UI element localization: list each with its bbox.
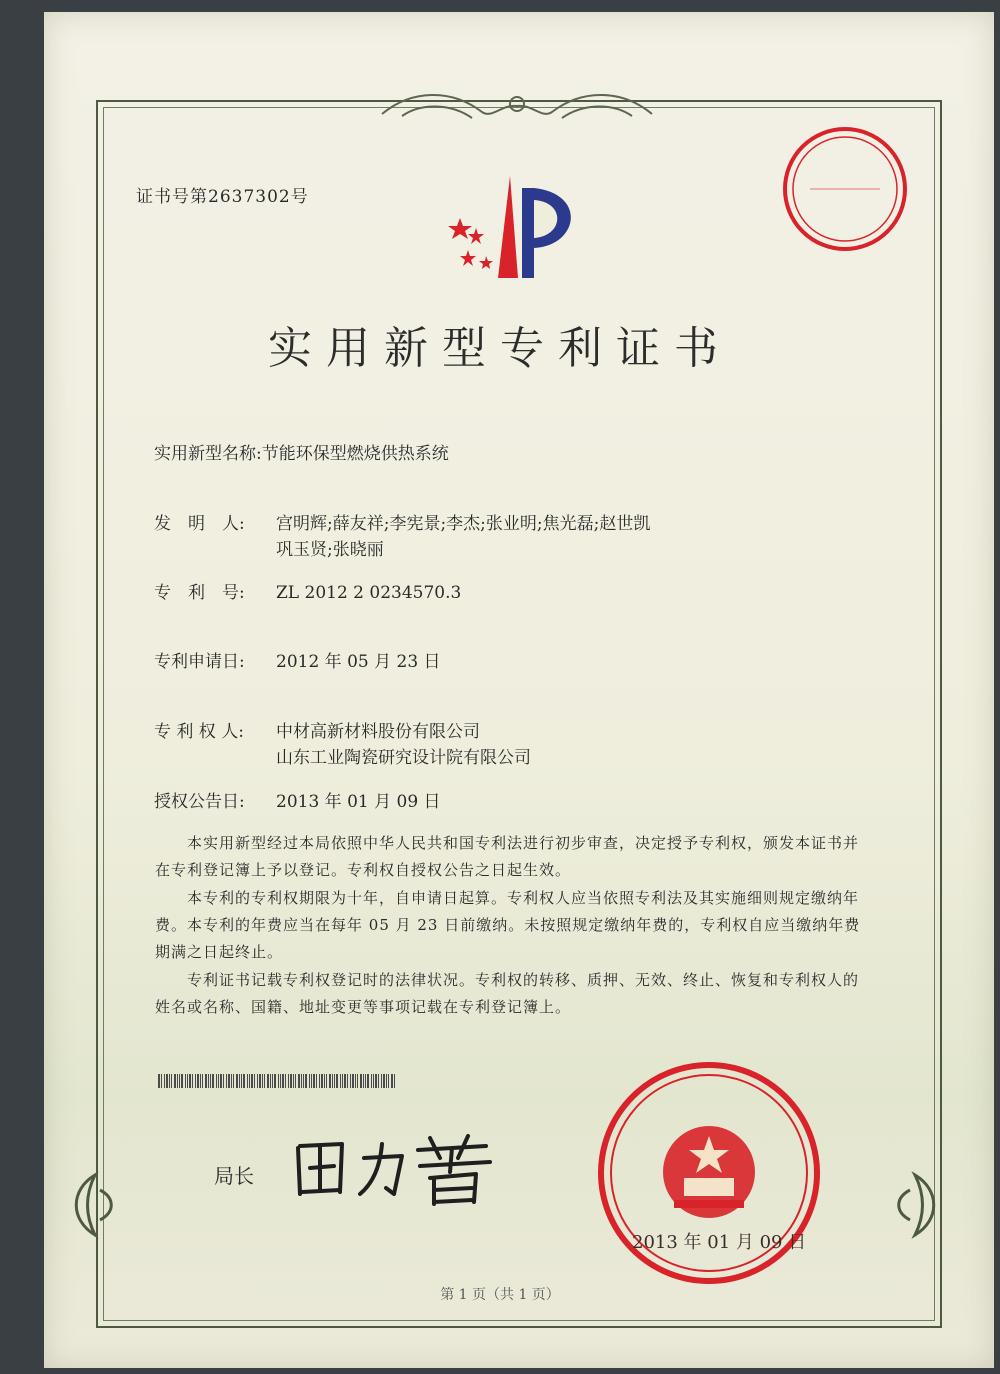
barcode-bar bbox=[375, 1074, 377, 1088]
barcode-bar bbox=[228, 1074, 230, 1088]
barcode-bar bbox=[174, 1074, 176, 1088]
barcode-bar bbox=[187, 1074, 188, 1088]
statement-paragraph-1: 本实用新型经过本局依照中华人民共和国专利法进行初步审查，决定授予专利权，颁发本证书并在专利登记簿上予以登记。专利权自授权公告之日起生效。 bbox=[155, 834, 860, 879]
top-ornament-icon bbox=[372, 84, 662, 130]
barcode-bar bbox=[373, 1074, 374, 1088]
barcode-bar bbox=[274, 1074, 276, 1088]
inventor-row bbox=[154, 510, 650, 538]
barcode-bar bbox=[352, 1074, 354, 1088]
barcode-bar bbox=[249, 1074, 250, 1088]
barcode-bar bbox=[319, 1074, 320, 1088]
barcode-bar bbox=[355, 1074, 356, 1088]
barcode-bar bbox=[394, 1074, 395, 1088]
certificate-number: 证书号第2637302号 bbox=[136, 187, 309, 207]
barcode-bar bbox=[251, 1074, 253, 1088]
barcode-bar bbox=[272, 1074, 273, 1088]
barcode-bar bbox=[247, 1074, 248, 1088]
grant-date-label: 授权公告日: bbox=[154, 792, 245, 812]
barcode-bar bbox=[236, 1074, 238, 1088]
barcode-bar bbox=[298, 1074, 300, 1088]
right-corner-ornament-icon bbox=[880, 1170, 950, 1240]
patent-holder-row bbox=[154, 718, 480, 746]
barcode-bar bbox=[313, 1074, 315, 1088]
patent-holder-label: 专 利 权 人: bbox=[154, 722, 244, 742]
barcode-bar bbox=[388, 1074, 389, 1088]
barcode-bar bbox=[309, 1074, 310, 1088]
barcode-bar bbox=[321, 1074, 323, 1088]
barcode-bar bbox=[181, 1074, 183, 1088]
barcode-bar bbox=[185, 1074, 186, 1088]
barcode-bar bbox=[264, 1074, 265, 1088]
barcode-bar bbox=[233, 1074, 234, 1088]
seal-date: 2013 年 01 月 09 日 bbox=[632, 1232, 807, 1253]
barcode-bar bbox=[226, 1074, 227, 1088]
barcode bbox=[158, 1074, 398, 1088]
barcode-bar bbox=[280, 1074, 281, 1088]
barcode-bar bbox=[357, 1074, 358, 1088]
barcode-bar bbox=[329, 1074, 331, 1088]
barcode-bar bbox=[270, 1074, 271, 1088]
barcode-bar bbox=[285, 1074, 286, 1088]
barcode-bar bbox=[241, 1074, 242, 1088]
barcode-bar bbox=[267, 1074, 269, 1088]
utility-model-name-row bbox=[154, 440, 449, 468]
barcode-bar bbox=[161, 1074, 162, 1088]
patent-office-logo-icon bbox=[438, 168, 598, 288]
barcode-bar bbox=[171, 1074, 172, 1088]
barcode-bar bbox=[347, 1074, 348, 1088]
barcode-bar bbox=[363, 1074, 364, 1088]
barcode-bar bbox=[305, 1074, 307, 1088]
barcode-bar bbox=[301, 1074, 302, 1088]
barcode-bar bbox=[293, 1074, 294, 1088]
page-number: 第 1 页（共 1 页） bbox=[440, 1287, 560, 1303]
barcode-bar bbox=[210, 1074, 211, 1088]
director-label: 局长 bbox=[214, 1164, 254, 1188]
barcode-bar bbox=[254, 1074, 255, 1088]
barcode-bar bbox=[311, 1074, 312, 1088]
filing-date-value: 2012 年 05 月 23 日 bbox=[276, 652, 441, 672]
barcode-bar bbox=[212, 1074, 214, 1088]
barcode-bar bbox=[202, 1074, 203, 1088]
barcode-bar bbox=[334, 1074, 335, 1088]
barcode-bar bbox=[243, 1074, 245, 1088]
barcode-bar bbox=[192, 1074, 193, 1088]
barcode-bar bbox=[257, 1074, 258, 1088]
barcode-bar bbox=[342, 1074, 343, 1088]
barcode-bar bbox=[383, 1074, 385, 1088]
barcode-bar bbox=[344, 1074, 346, 1088]
barcode-bar bbox=[316, 1074, 317, 1088]
barcode-bar bbox=[158, 1074, 160, 1088]
barcode-bar bbox=[208, 1074, 209, 1088]
grant-date-row bbox=[154, 788, 441, 816]
barcode-bar bbox=[378, 1074, 379, 1088]
barcode-bar bbox=[391, 1074, 393, 1088]
barcode-bar bbox=[177, 1074, 178, 1088]
barcode-bar bbox=[220, 1074, 222, 1088]
barcode-bar bbox=[200, 1074, 201, 1088]
barcode-bar bbox=[360, 1074, 362, 1088]
barcode-bar bbox=[216, 1074, 217, 1088]
certificate-title: 实用新型专利证书 bbox=[268, 323, 732, 374]
barcode-bar bbox=[386, 1074, 387, 1088]
barcode-bar bbox=[239, 1074, 240, 1088]
left-corner-ornament-icon bbox=[60, 1170, 130, 1240]
patent-holder-line-2: 山东工业陶瓷研究设计院有限公司 bbox=[276, 748, 531, 768]
filing-date-label: 专利申请日: bbox=[154, 652, 245, 672]
inventor-line-2: 巩玉贤;张晓丽 bbox=[276, 540, 384, 560]
tax-stamp-seal-icon bbox=[780, 124, 910, 254]
inventor-line-1: 宫明辉;薛友祥;李宪景;李杰;张业明;焦光磊;赵世凯 bbox=[276, 514, 651, 534]
inventor-label: 发 明 人: bbox=[154, 514, 245, 534]
barcode-bar bbox=[332, 1074, 333, 1088]
statement-paragraph-3: 专利证书记载专利权登记时的法律状况。专利权的转移、质押、无效、终止、恢复和专利权人的姓名或名称、国籍、地址变更等事项记载在专利登记簿上。 bbox=[155, 971, 860, 1016]
barcode-bar bbox=[288, 1074, 289, 1088]
utility-model-name-label: 实用新型名称: bbox=[154, 444, 262, 464]
barcode-bar bbox=[303, 1074, 304, 1088]
patent-number-row bbox=[154, 579, 461, 607]
filing-date-row bbox=[154, 648, 441, 676]
utility-model-name-value: 节能环保型燃烧供热系统 bbox=[261, 444, 449, 464]
barcode-bar bbox=[326, 1074, 327, 1088]
barcode-bar bbox=[166, 1074, 168, 1088]
barcode-bar bbox=[197, 1074, 199, 1088]
patent-holder-line-1: 中材高新材料股份有限公司 bbox=[276, 722, 480, 742]
barcode-bar bbox=[218, 1074, 219, 1088]
barcode-bar bbox=[223, 1074, 224, 1088]
barcode-bar bbox=[295, 1074, 296, 1088]
barcode-bar bbox=[336, 1074, 338, 1088]
barcode-bar bbox=[290, 1074, 292, 1088]
barcode-bar bbox=[195, 1074, 196, 1088]
barcode-bar bbox=[179, 1074, 180, 1088]
barcode-bar bbox=[340, 1074, 341, 1088]
barcode-bar bbox=[367, 1074, 369, 1088]
barcode-bar bbox=[282, 1074, 284, 1088]
barcode-bar bbox=[169, 1074, 170, 1088]
barcode-bar bbox=[262, 1074, 263, 1088]
barcode-bar bbox=[205, 1074, 207, 1088]
barcode-bar bbox=[350, 1074, 351, 1088]
barcode-bar bbox=[189, 1074, 191, 1088]
barcode-bar bbox=[381, 1074, 382, 1088]
patent-number-value: ZL 2012 2 0234570.3 bbox=[276, 583, 462, 603]
director-signature-icon bbox=[290, 1128, 500, 1208]
barcode-bar bbox=[231, 1074, 232, 1088]
grant-date-value: 2013 年 01 月 09 日 bbox=[276, 792, 441, 812]
statement-paragraph-2: 本专利的专利权期限为十年，自申请日起算。专利权人应当依照专利法及其实施细则规定缴纳年费。本专利的年费应当在每年 05 月 23 日前缴纳。未按照规定缴纳年费的，专利权自应当缴纳年费期满之日起终止。 bbox=[155, 889, 861, 961]
barcode-bar bbox=[278, 1074, 279, 1088]
barcode-bar bbox=[365, 1074, 366, 1088]
barcode-bar bbox=[164, 1074, 165, 1088]
barcode-bar bbox=[324, 1074, 325, 1088]
patent-number-label: 专 利 号: bbox=[154, 583, 245, 603]
barcode-bar bbox=[259, 1074, 261, 1088]
barcode-bar bbox=[371, 1074, 372, 1088]
